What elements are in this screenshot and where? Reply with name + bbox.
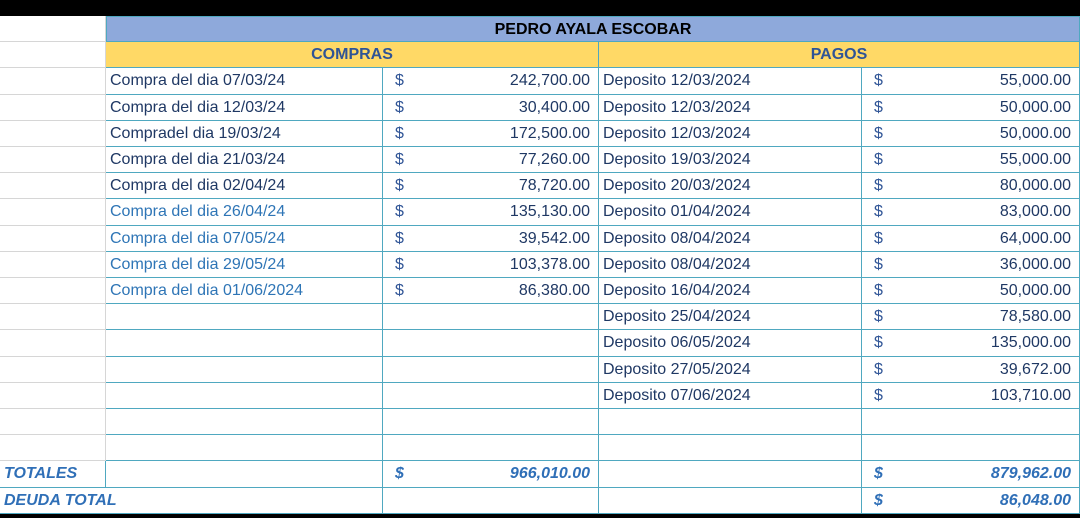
currency-symbol: $ — [874, 72, 883, 89]
currency-symbol: $ — [874, 230, 883, 247]
empty-cell[interactable] — [383, 330, 599, 357]
amount-value: 135,000.00 — [990, 334, 1071, 351]
deuda-total-label[interactable]: DEUDA TOTAL — [0, 488, 383, 514]
amount-value: 36,000.00 — [999, 256, 1071, 273]
deuda-total-amount[interactable] — [862, 488, 1080, 514]
grid-cell[interactable] — [0, 199, 106, 226]
currency-symbol: $ — [874, 334, 883, 351]
compra-amount[interactable] — [383, 147, 599, 173]
amount-value: 78,720.00 — [518, 177, 590, 194]
grid-cell[interactable] — [0, 121, 106, 147]
currency-symbol: $ — [874, 465, 883, 482]
amount-value: 55,000.00 — [999, 72, 1071, 89]
pago-amount[interactable] — [862, 147, 1080, 173]
pago-amount[interactable] — [862, 357, 1080, 383]
amount-value: 77,260.00 — [518, 151, 590, 168]
empty-cell[interactable] — [383, 435, 599, 461]
pago-label[interactable]: Deposito 16/04/2024 — [599, 278, 862, 304]
grid-cell[interactable] — [0, 42, 106, 68]
empty-cell[interactable] — [599, 435, 862, 461]
grid-cell[interactable] — [0, 435, 106, 461]
amount-value: 50,000.00 — [999, 282, 1071, 299]
grid-cell[interactable] — [0, 357, 106, 383]
grid-cell[interactable] — [0, 383, 106, 409]
currency-symbol: $ — [874, 361, 883, 378]
amount-value: 50,000.00 — [999, 99, 1071, 116]
grid-cell[interactable] — [0, 278, 106, 304]
currency-symbol: $ — [874, 99, 883, 116]
pago-label[interactable]: Deposito 08/04/2024 — [599, 252, 862, 278]
pago-amount[interactable] — [862, 330, 1080, 357]
currency-symbol: $ — [874, 256, 883, 273]
compras-header[interactable]: COMPRAS — [106, 42, 599, 68]
empty-cell[interactable] — [383, 409, 599, 435]
pago-label[interactable]: Deposito 12/03/2024 — [599, 121, 862, 147]
compra-label[interactable]: Compra del dia 02/04/24 — [106, 173, 383, 199]
currency-symbol: $ — [874, 308, 883, 325]
amount-value: 103,378.00 — [509, 256, 590, 273]
amount-value: 80,000.00 — [999, 177, 1071, 194]
currency-symbol: $ — [395, 177, 404, 194]
empty-cell[interactable] — [106, 409, 383, 435]
pago-label[interactable]: Deposito 08/04/2024 — [599, 226, 862, 252]
currency-symbol: $ — [395, 151, 404, 168]
pago-amount[interactable] — [862, 304, 1080, 330]
grid-cell[interactable] — [0, 330, 106, 357]
grid-cell[interactable] — [0, 304, 106, 330]
pago-label[interactable]: Deposito 25/04/2024 — [599, 304, 862, 330]
compra-label[interactable]: Compra del dia 12/03/24 — [106, 95, 383, 121]
pago-amount[interactable] — [862, 383, 1080, 409]
amount-value: 30,400.00 — [518, 99, 590, 116]
amount-value: 78,580.00 — [999, 308, 1071, 325]
amount-value: 86,380.00 — [518, 282, 590, 299]
empty-cell[interactable] — [599, 409, 862, 435]
total-pagos-value: 879,962.00 — [990, 465, 1071, 482]
amount-value: 103,710.00 — [990, 387, 1071, 404]
grid-cell[interactable] — [0, 147, 106, 173]
compra-amount[interactable] — [383, 199, 599, 226]
empty-cell[interactable] — [106, 383, 383, 409]
empty-cell[interactable] — [383, 383, 599, 409]
compra-amount[interactable] — [383, 278, 599, 304]
currency-symbol: $ — [395, 256, 404, 273]
currency-symbol: $ — [395, 99, 404, 116]
currency-symbol: $ — [395, 125, 404, 142]
compra-amount[interactable] — [383, 226, 599, 252]
pago-label[interactable]: Deposito 12/03/2024 — [599, 95, 862, 121]
compra-label[interactable]: Compra del dia 07/05/24 — [106, 226, 383, 252]
empty-cell[interactable] — [862, 409, 1080, 435]
currency-symbol: $ — [874, 387, 883, 404]
pago-label[interactable]: Deposito 20/03/2024 — [599, 173, 862, 199]
pago-label[interactable]: Deposito 19/03/2024 — [599, 147, 862, 173]
compra-label[interactable]: Compra del dia 07/03/24 — [106, 68, 383, 95]
pago-amount[interactable] — [862, 278, 1080, 304]
amount-value: 55,000.00 — [999, 151, 1071, 168]
compra-amount[interactable] — [383, 173, 599, 199]
grid-cell[interactable] — [0, 226, 106, 252]
total-compras[interactable] — [383, 461, 599, 488]
grid-cell[interactable] — [0, 252, 106, 278]
amount-value: 172,500.00 — [509, 125, 590, 142]
empty-cell[interactable] — [106, 330, 383, 357]
currency-symbol: $ — [874, 203, 883, 220]
pago-amount[interactable] — [862, 252, 1080, 278]
currency-symbol: $ — [395, 203, 404, 220]
pago-label[interactable]: Deposito 01/04/2024 — [599, 199, 862, 226]
empty-cell[interactable] — [106, 435, 383, 461]
empty-cell[interactable] — [383, 357, 599, 383]
amount-value: 242,700.00 — [509, 72, 590, 89]
grid-cell[interactable] — [0, 173, 106, 199]
currency-symbol: $ — [874, 125, 883, 142]
amount-value: 50,000.00 — [999, 125, 1071, 142]
currency-symbol: $ — [395, 282, 404, 299]
compra-label[interactable]: Compra del dia 01/06/2024 — [106, 278, 383, 304]
compra-label[interactable]: Compradel dia 19/03/24 — [106, 121, 383, 147]
empty-cell[interactable] — [599, 488, 862, 514]
currency-symbol: $ — [395, 72, 404, 89]
pago-amount[interactable] — [862, 226, 1080, 252]
pago-label[interactable]: Deposito 07/06/2024 — [599, 383, 862, 409]
grid-cell[interactable] — [0, 95, 106, 121]
empty-cell[interactable] — [862, 435, 1080, 461]
compra-label[interactable]: Compra del dia 29/05/24 — [106, 252, 383, 278]
spreadsheet — [0, 16, 1080, 514]
currency-symbol: $ — [395, 230, 404, 247]
pago-amount[interactable] — [862, 199, 1080, 226]
amount-value: 39,672.00 — [999, 361, 1071, 378]
compra-amount[interactable] — [383, 68, 599, 95]
empty-cell[interactable] — [383, 304, 599, 330]
amount-value: 135,130.00 — [509, 203, 590, 220]
grid-cell[interactable] — [0, 68, 106, 95]
empty-cell[interactable] — [383, 488, 599, 514]
pago-amount[interactable] — [862, 121, 1080, 147]
empty-cell[interactable] — [106, 304, 383, 330]
grid-cell[interactable] — [0, 409, 106, 435]
amount-value: 83,000.00 — [999, 203, 1071, 220]
grid-cell[interactable] — [0, 16, 106, 42]
sheet-title[interactable]: PEDRO AYALA ESCOBAR — [106, 16, 1080, 42]
pago-amount[interactable] — [862, 95, 1080, 121]
pago-label[interactable]: Deposito 12/03/2024 — [599, 68, 862, 95]
pago-amount[interactable] — [862, 68, 1080, 95]
empty-cell[interactable] — [599, 461, 862, 488]
total-compras-value: 966,010.00 — [509, 465, 590, 482]
compra-label[interactable]: Compra del dia 26/04/24 — [106, 199, 383, 226]
compra-amount[interactable] — [383, 121, 599, 147]
currency-symbol: $ — [395, 465, 404, 482]
empty-cell[interactable] — [106, 461, 383, 488]
pago-label[interactable]: Deposito 27/05/2024 — [599, 357, 862, 383]
amount-value: 39,542.00 — [518, 230, 590, 247]
deuda-total-value: 86,048.00 — [999, 492, 1071, 509]
pagos-header[interactable]: PAGOS — [599, 42, 1080, 68]
amount-value: 64,000.00 — [999, 230, 1071, 247]
compra-amount[interactable] — [383, 95, 599, 121]
pago-amount[interactable] — [862, 173, 1080, 199]
currency-symbol: $ — [874, 282, 883, 299]
empty-cell[interactable] — [106, 357, 383, 383]
compra-amount[interactable] — [383, 252, 599, 278]
compra-label[interactable]: Compra del dia 21/03/24 — [106, 147, 383, 173]
currency-symbol: $ — [874, 177, 883, 194]
total-pagos[interactable] — [862, 461, 1080, 488]
currency-symbol: $ — [874, 492, 883, 509]
pago-label[interactable]: Deposito 06/05/2024 — [599, 330, 862, 357]
currency-symbol: $ — [874, 151, 883, 168]
totales-label[interactable]: TOTALES — [0, 461, 106, 488]
